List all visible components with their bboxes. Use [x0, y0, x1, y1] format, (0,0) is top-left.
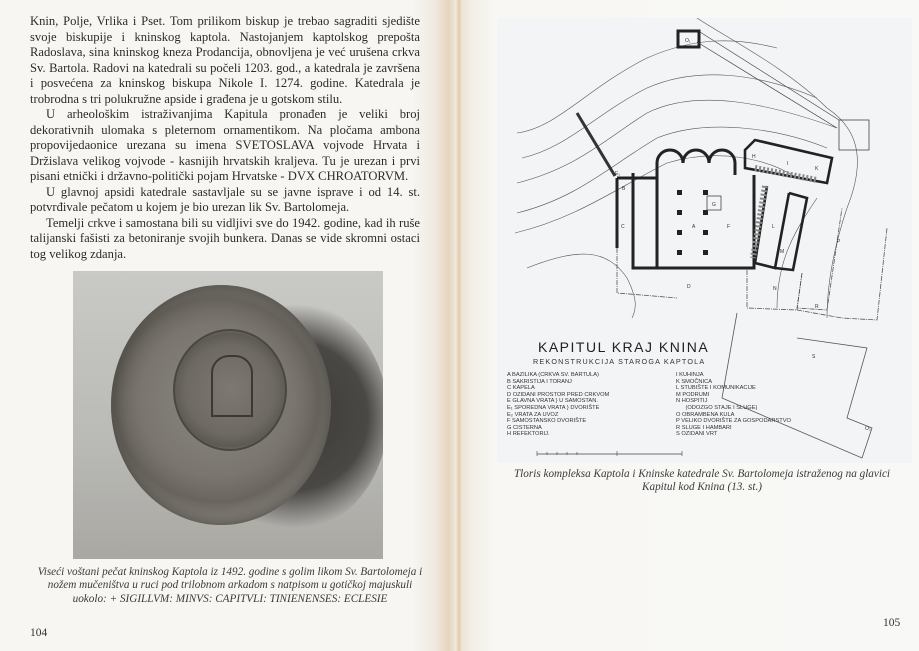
legend-item: I KUHINJA — [676, 372, 704, 378]
room-label: N — [773, 286, 777, 292]
room-label: C — [621, 224, 625, 230]
body-text — [30, 14, 420, 262]
scale-bar-ticks — [537, 451, 682, 456]
room-label: O₂ — [865, 426, 871, 432]
paragraph: U glavnoj apsidi katedrale sastavljale su se javne isprave i od 14. st. potvrđivale pečatom u kojem je bio urezan lik Sv. Bartolomeja. — [30, 184, 420, 214]
legend-item: O OBRAMBENA KULA — [676, 411, 735, 418]
room-label: P — [837, 239, 841, 245]
room-label: K — [815, 166, 819, 172]
room-label: S — [812, 354, 816, 360]
legend-item: P VELIKO DVORIŠTE ZA GOSPODARSTVO — [676, 418, 791, 425]
legend-item: S OZIDANI VRT — [676, 431, 718, 438]
legend-item: E₂ VRATA ZA UVOZ — [507, 411, 559, 418]
seal-photo — [73, 271, 383, 559]
room-label: G — [712, 202, 716, 208]
room-label: E₁ — [615, 171, 621, 177]
legend-item: R SLUGE I HAMBARI — [676, 424, 732, 431]
legend-item: A BAZILIKA (CRKVA SV. BARTULA) — [507, 372, 599, 378]
wall-line — [697, 42, 837, 128]
paragraph: Temelji crkve i samostana bili su vidljivi sve do 1942. godine, kad ih ruše talijanski fašisti za betoniranje svojih bunkera. Danas se vide skromni ostaci tog velikog zdanja. — [30, 215, 420, 261]
page-number: 104 — [30, 627, 48, 639]
room-label: M — [780, 249, 785, 255]
wall-line — [700, 32, 839, 120]
room-label: R — [815, 304, 819, 310]
monastery-wings — [745, 140, 832, 270]
legend-item: D OZIDANI PROSTOR PRED CRKVOM — [507, 391, 610, 398]
contour-line — [517, 41, 777, 133]
legend-item: G CISTERNA — [507, 424, 542, 431]
book-gutter — [455, 0, 463, 651]
plan-title: KAPITUL KRAJ KNINA — [538, 339, 710, 355]
room-label: D — [687, 284, 691, 290]
legend-item: K SMOČNICA — [676, 378, 713, 385]
legend-item: L STUBIŠTE I KOMUNIKACIJE — [676, 385, 756, 392]
photo-caption: Viseći voštani pečat kninskog Kaptola iz 1492. godine s golim likom Sv. Bartolomeja i nožem mučeništva u ruci pod trilobnom arkadom s natpisom u gotičkoj majuskuli uokolo: + SIGILLVM: MINVS: CAPITVLI: TINIENENSES: ECLESIE — [37, 566, 423, 605]
paragraph: U arheološkim istraživanjima Kapitula pronađen je veliki broj dekorativnih ulomaka s pleternom ornamentikom. Na pločama ambona propovijedaonice urezana su imena SVETOSLAVA vojvode Hrvata i Držislava velikog vojvode - kasnijih hrvatskih kraljeva. Tu je urezan i prvi pisani etnički i državno-politički pojam Hrvatske - DVX CHROATORVM. — [30, 107, 420, 183]
contour-line — [697, 18, 857, 318]
legend-item: (ODOZGO STAJE I SLUGE) — [676, 404, 758, 411]
room-label: B — [622, 186, 626, 192]
legend-item: N HOSPITIJ — [676, 398, 708, 405]
basilica — [617, 150, 754, 268]
room-label: I — [787, 161, 789, 167]
legend-item: E₁ SPOREDNA VRATA } DVORIŠTE — [507, 404, 600, 411]
stairs-corridor — [755, 168, 817, 180]
basilica-pillars — [677, 190, 708, 255]
contour-line — [517, 100, 837, 183]
legend-item: B SAKRISTIJA I TORANJ — [507, 378, 572, 385]
tower-outline — [839, 120, 869, 150]
legend-item: F SAMOSTANSKO DVORIŠTE — [507, 418, 587, 425]
room-label: F — [727, 224, 731, 230]
legend-item: E GLAVNA VRATA } U SAMOSTAN. — [507, 398, 598, 405]
legend-item: C KAPELA — [507, 385, 535, 392]
plan-legend-right — [676, 372, 846, 438]
contour-line — [527, 254, 635, 318]
room-label: L — [772, 224, 775, 230]
paragraph: Knin, Polje, Vrlika i Pset. Tom prilikom biskup je trebao sagraditi sjedište svoje biskupije i kninskog kaptola. Nastojanjem kaptolskog prepošta Radoslava, sina kninskog kneza Prodancija, obnovljena je već urušena crkva Sv. Bartola. Radovi na katedrali su počeli 1203. god., a katedrala je završena i posvećena za kninskog biskupa Nikole I. 1274. godine. Katedrala je trobrodna s tri polukružne apside i građena je u gotskom stilu. — [30, 14, 420, 106]
room-label: O₁ — [685, 38, 691, 44]
plan-caption: Tloris kompleksa Kaptola i Kninske katedrale Sv. Bartolomeja istraženog na glavici Kapitul kod Knina (13. st.) — [513, 468, 891, 494]
plan-subtitle: REKONSTRUKCIJA STAROGA KAPTOLA — [533, 357, 706, 366]
plan-legend-left — [507, 372, 652, 438]
legend-item: H REFEKTORIJ. — [507, 431, 550, 438]
saint-figure-arcade — [211, 355, 253, 417]
legend-item: M PODRUMI — [676, 391, 710, 398]
room-label: H — [752, 154, 756, 160]
room-label: A — [692, 224, 696, 230]
page-number: 105 — [883, 617, 901, 629]
defensive-wall — [577, 113, 615, 176]
contour-lines — [515, 18, 857, 318]
contour-line — [522, 75, 817, 158]
